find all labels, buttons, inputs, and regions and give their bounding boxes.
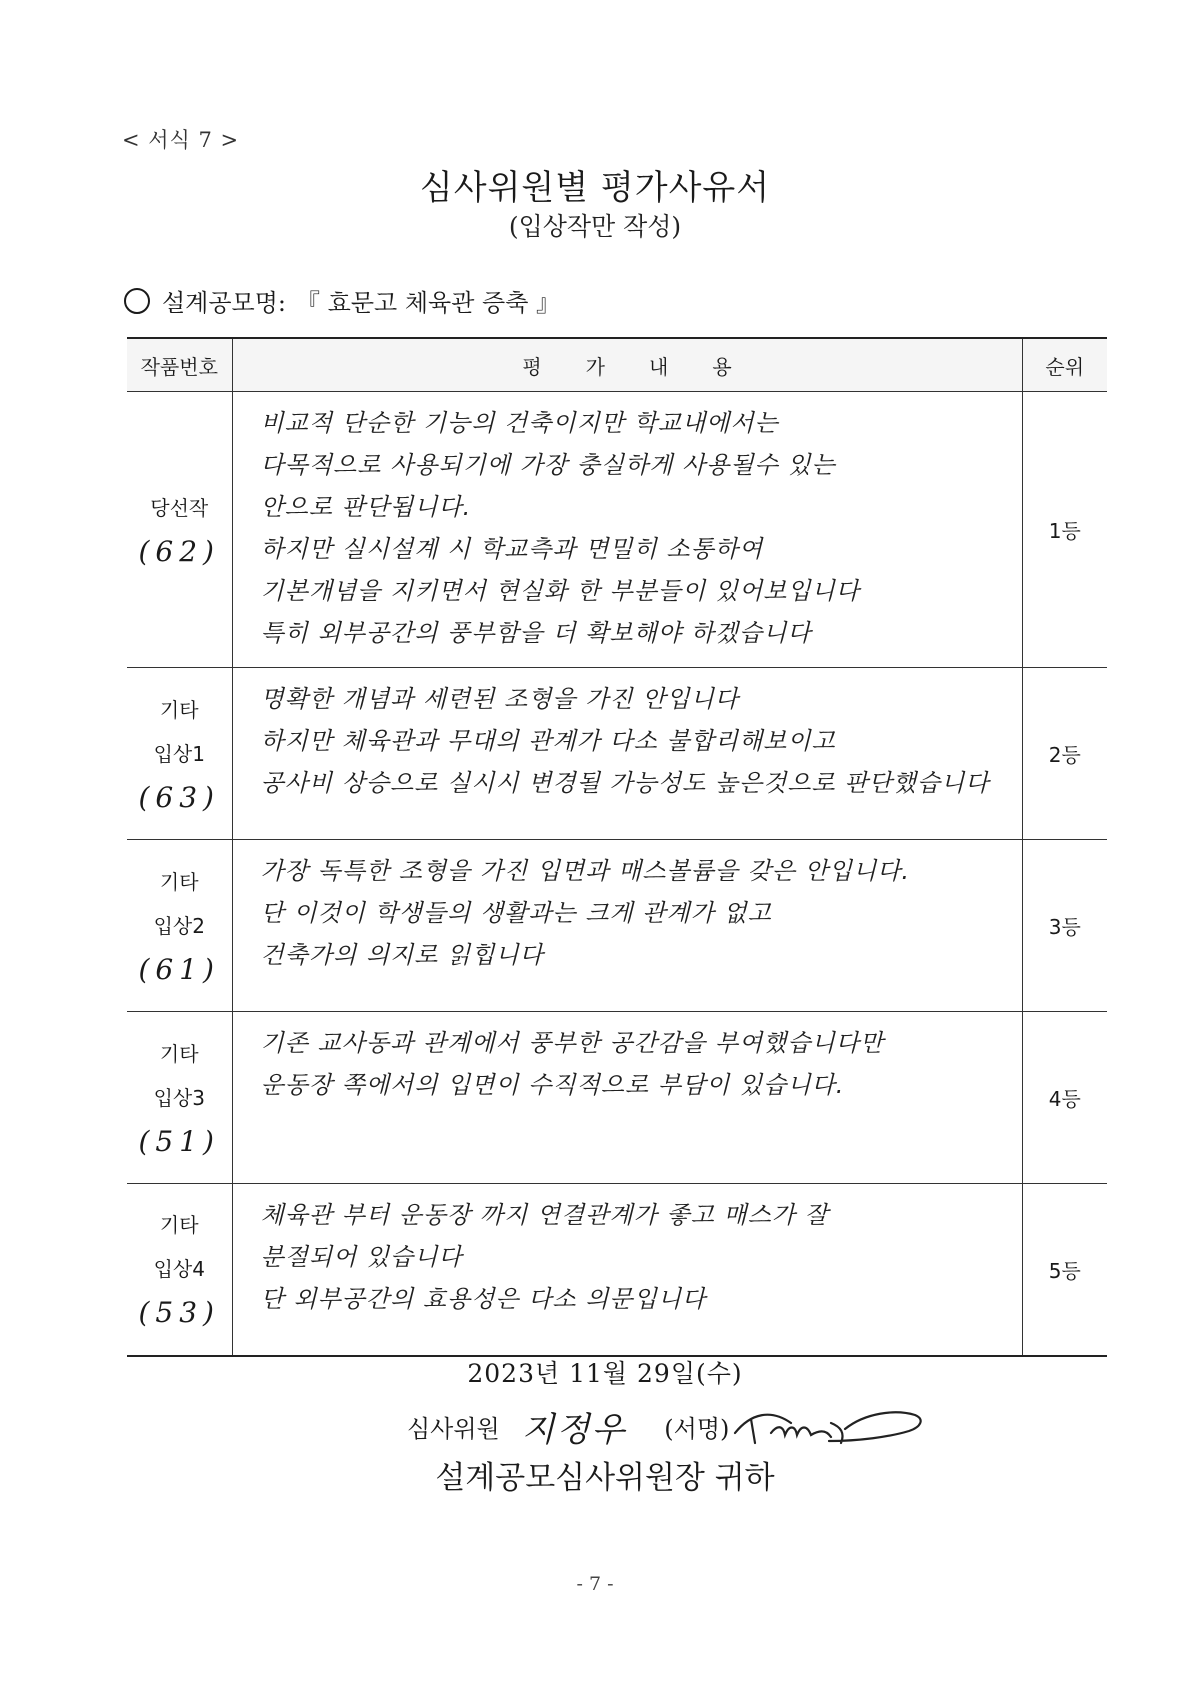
page-number: - 7 - <box>576 1573 614 1595</box>
evaluation-table <box>127 337 1107 1357</box>
entry-number: (53) <box>138 1296 220 1330</box>
entry-number-cell <box>127 840 232 1012</box>
evaluation-text-line: 운동장 쪽에서의 입면이 수직적으로 부담이 있습니다. <box>260 1071 845 1099</box>
table-row <box>127 668 1107 840</box>
header-entry-number: 작품번호 <box>127 338 232 392</box>
signature-line <box>407 1402 931 1451</box>
entry-number: (63) <box>138 780 220 814</box>
rank-cell: 2등 <box>1022 668 1107 840</box>
contest-name: 『 효문고 체육관 증축 』 <box>296 289 561 317</box>
evaluation-text-line: 명확한 개념과 세련된 조형을 가진 안입니다 <box>260 685 739 713</box>
entry-number: (51) <box>138 1124 220 1158</box>
evaluation-content-cell <box>232 668 1022 840</box>
entry-number-cell <box>127 392 232 668</box>
entry-category: 당선작 <box>150 495 209 520</box>
evaluation-content-cell <box>232 840 1022 1012</box>
evaluation-content-cell <box>232 1184 1022 1356</box>
evaluation-content-cell <box>232 1012 1022 1184</box>
document-subtitle: (입상작만 작성) <box>508 212 682 241</box>
rank-cell: 5등 <box>1022 1184 1107 1356</box>
entry-number: (61) <box>138 952 220 986</box>
evaluation-text-line: 체육관 부터 운동장 까지 연결관계가 좋고 매스가 잘 <box>260 1201 829 1229</box>
evaluation-text-line: 안으로 판단됩니다. <box>260 493 472 521</box>
header-rank: 순위 <box>1022 338 1107 392</box>
handwritten-signature <box>731 1403 931 1451</box>
table-row <box>127 1012 1107 1184</box>
evaluation-text-line: 공사비 상승으로 실시시 변경될 가능성도 높은것으로 판단했습니다 <box>260 769 990 797</box>
judge-label: 심사위원 <box>407 1415 500 1443</box>
evaluation-content-cell <box>232 392 1022 668</box>
contest-label: 설계공모명: <box>162 289 287 317</box>
evaluation-text-line: 하지만 체육관과 무대의 관계가 다소 불합리해보이고 <box>260 727 836 755</box>
table-row <box>127 840 1107 1012</box>
document-title: 심사위원별 평가사유서 <box>419 168 771 208</box>
entry-award: 입상2 <box>153 913 205 938</box>
header-evaluation-content <box>232 338 1022 392</box>
entry-number-cell <box>127 1184 232 1356</box>
entry-award: 입상3 <box>153 1085 205 1110</box>
entry-award: 입상4 <box>153 1257 205 1282</box>
rank-cell: 1등 <box>1022 392 1107 668</box>
judge-name: 지정우 <box>521 1410 627 1450</box>
evaluation-text-line: 단 외부공간의 효용성은 다소 의문입니다 <box>260 1285 707 1313</box>
rank-cell: 3등 <box>1022 840 1107 1012</box>
evaluation-date: 2023년 11월 29일(수) <box>467 1359 743 1388</box>
rank-cell: 4등 <box>1022 1012 1107 1184</box>
table-header-row <box>127 338 1107 392</box>
entry-award: 입상1 <box>153 741 205 766</box>
evaluation-text-line: 기본개념을 지키면서 현실화 한 부분들이 있어보입니다 <box>260 577 860 605</box>
circle-bullet-icon <box>124 288 150 314</box>
evaluation-text-line: 단 이것이 학생들의 생활과는 크게 관계가 없고 <box>260 899 772 927</box>
header-evaluation-content-label: 평가내용 <box>522 354 776 379</box>
addressee: 설계공모심사위원장 귀하 <box>435 1460 775 1496</box>
evaluation-text-line: 특히 외부공간의 풍부함을 더 확보해야 하겠습니다 <box>260 619 812 647</box>
form-number: < 서식 7 > <box>122 128 240 152</box>
entry-number-cell <box>127 668 232 840</box>
table-row <box>127 392 1107 668</box>
entry-category: 기타 <box>159 1041 199 1066</box>
entry-category: 기타 <box>159 1213 199 1238</box>
table-row <box>127 1184 1107 1356</box>
evaluation-text-line: 하지만 실시설계 시 학교측과 면밀히 소통하여 <box>260 535 764 563</box>
evaluation-text-line: 기존 교사동과 관계에서 풍부한 공간감을 부여했습니다만 <box>260 1029 885 1057</box>
entry-category: 기타 <box>159 697 199 722</box>
signature-label: (서명) <box>664 1415 730 1443</box>
evaluation-text-line: 분절되어 있습니다 <box>260 1243 463 1271</box>
evaluation-text-line: 비교적 단순한 기능의 건축이지만 학교내에서는 <box>260 409 779 437</box>
entry-category: 기타 <box>159 869 199 894</box>
evaluation-text-line: 가장 독특한 조형을 가진 입면과 매스볼륨을 갖은 안입니다. <box>260 857 910 885</box>
contest-line <box>124 283 560 318</box>
entry-number: (62) <box>138 534 220 568</box>
evaluation-text-line: 다목적으로 사용되기에 가장 충실하게 사용될수 있는 <box>260 451 836 479</box>
evaluation-text-line: 건축가의 의지로 읽힙니다 <box>260 941 544 969</box>
entry-number-cell <box>127 1012 232 1184</box>
